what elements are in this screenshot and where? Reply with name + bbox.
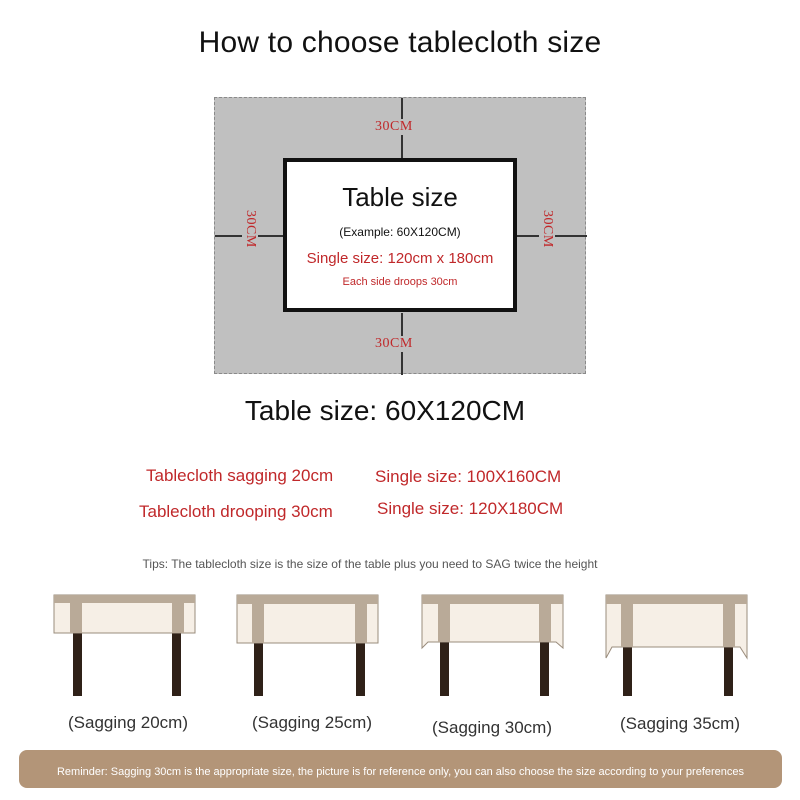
table-size-label: Table size: 60X120CM [244,395,526,426]
table-box-example: (Example: 60X120CM) [339,225,461,239]
table-illustration-20 [52,590,197,700]
page-title: How to choose tablecloth size [198,26,602,59]
table-illustration-25 [235,590,380,700]
table-illustration-35 [604,590,749,700]
option-1-size: Single size: 100X160CM [375,467,562,486]
option-2-label: Tablecloth drooping 30cm [139,502,333,521]
droop-label-right: 30CM [540,210,555,248]
tip-text: Tips: The tablecloth size is the size of the table plus you need to SAG twice the height [142,557,598,571]
droop-label-bottom: 30CM [375,336,413,351]
table-illustration-30 [420,590,565,700]
caption-sagging-25: (Sagging 25cm) [251,713,372,732]
reminder-bar: Reminder: Sagging 30cm is the appropriate size, the picture is for reference only, you can also choose the size according to your preferences [19,750,782,788]
table-size-box [283,158,517,312]
caption-sagging-20: (Sagging 20cm) [67,713,188,732]
option-1-label: Tablecloth sagging 20cm [146,466,334,485]
option-2-size: Single size: 120X180CM [377,499,564,518]
table-box-single-size: Single size: 120cm x 180cm [306,250,494,267]
droop-label-left: 30CM [243,210,258,248]
caption-sagging-30: (Sagging 30cm) [431,718,552,737]
table-box-title: Table size [342,182,458,212]
caption-sagging-35: (Sagging 35cm) [619,714,740,733]
table-box-droops: Each side droops 30cm [342,276,458,288]
droop-label-top: 30CM [375,119,413,134]
